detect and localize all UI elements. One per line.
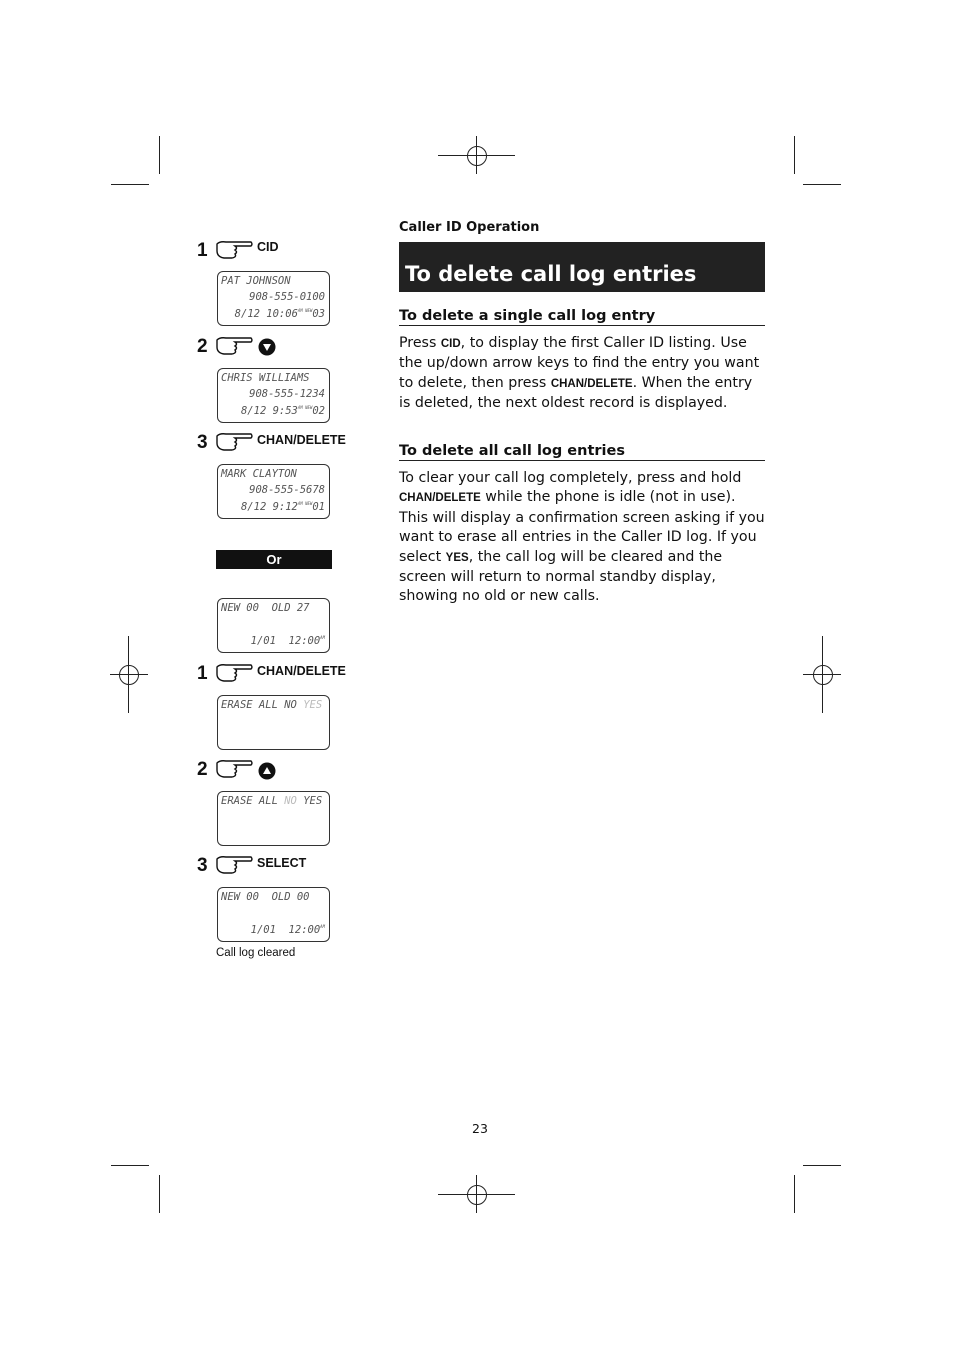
page-title: To delete call log entries [405, 262, 697, 286]
chan-delete-key: CHAN/DELETE [257, 433, 346, 447]
pointing-hand-icon [215, 853, 253, 875]
all-entries-paragraph: To clear your call log completely, press and hold CHAN/DELETE while the phone is idle (not in use). This will display a confirmation screen asking if you want to erase all entries in the Caller ID log. If you select YES, the call log will be cleared and the screen will return to normal standby display, showing no old or new calls. [399, 470, 765, 605]
step-number: 1 [197, 663, 208, 684]
pointing-hand-icon [215, 334, 253, 356]
chan-delete-key-label: CHAN/DELETE [550, 377, 633, 390]
all-entries-heading: To delete all call log entries [399, 443, 765, 461]
cid-key: CID [257, 240, 279, 254]
chan-delete-key-label: CHAN/DELETE [399, 492, 481, 505]
step-number: 3 [197, 855, 208, 876]
pointing-hand-icon [215, 757, 253, 779]
pointing-hand-icon [215, 661, 253, 683]
step-number: 1 [197, 240, 208, 261]
step-number: 3 [197, 432, 208, 453]
lcd-screen: MARK CLAYTON 908-555-5678 8/12 $9:12^{AM NEW}01$ [217, 464, 330, 519]
caption: Call log cleared [216, 947, 296, 959]
up-arrow-icon [258, 762, 276, 780]
section-label: Caller ID Operation [399, 220, 540, 235]
lcd-screen: PAT JOHNSON 908-555-0100 8/12 $10:06^{AM NEW}03$ [217, 271, 330, 326]
chan-delete-key: CHAN/DELETE [257, 664, 346, 678]
standby-lcd-screen: NEW 00 OLD 27 1/01 $12:00^{AM}$ [217, 598, 330, 653]
down-arrow-icon [258, 338, 276, 356]
lcd-screen: ERASE ALL NO YES [217, 791, 330, 846]
single-entry-heading: To delete a single call log entry [399, 308, 765, 326]
select-key: SELECT [257, 856, 307, 870]
yes-key-label: YES [445, 551, 469, 564]
title-bar [399, 242, 765, 292]
pointing-hand-icon [215, 430, 253, 452]
lcd-screen: NEW 00 OLD 00 1/01 $12:00^{AM}$ [217, 887, 330, 942]
cid-key-label: CID [440, 338, 461, 350]
step-number: 2 [197, 759, 208, 780]
single-entry-paragraph: Press CID, to display the first Caller ID listing. Use the up/down arrow keys to find the entry you want to delete, then press CHAN/DELETE. When the entry is deleted, the next oldest record is displayed. [399, 335, 760, 412]
step-number: 2 [197, 336, 208, 357]
lcd-screen: ERASE ALL NO YES [217, 695, 330, 750]
pointing-hand-icon [215, 238, 253, 260]
lcd-screen: CHRIS WILLIAMS 908-555-1234 8/12 $9:53^{AM NEW}02$ [217, 368, 330, 423]
or-separator: Or [216, 550, 332, 569]
page-number: 23 [472, 1121, 488, 1136]
